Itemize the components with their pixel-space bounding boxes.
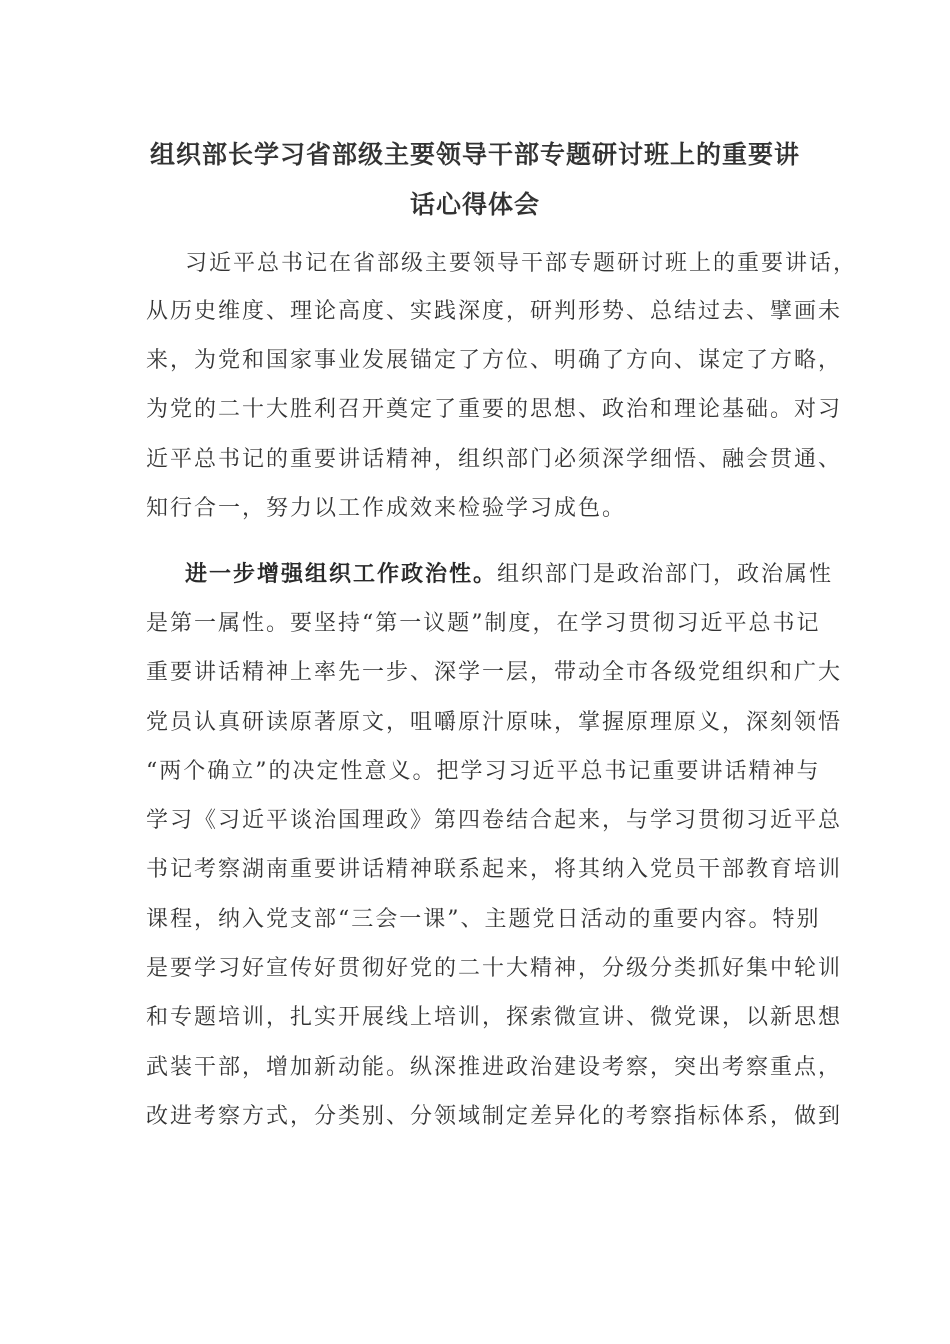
paragraph-1-line-4: 为党的二十大胜利召开奠定了重要的思想、政治和理论基础。对习 xyxy=(146,397,843,422)
paragraph-2-line-8: 课程，纳入党支部“三会一课”、主题党日活动的重要内容。特别 xyxy=(146,907,821,932)
paragraph-1-line-1: 习近平总书记在省部级主要领导干部专题研讨班上的重要讲话， xyxy=(185,251,858,276)
paragraph-1-line-6: 知行合一，努力以工作成效来检验学习成色。 xyxy=(146,496,627,521)
document-title-line-2: 话心得体会 xyxy=(409,190,540,219)
paragraph-2-line-6: 学习《习近平谈治国理政》第四卷结合起来，与学习贯彻习近平总 xyxy=(146,808,843,833)
paragraph-2-line-3: 重要讲话精神上率先一步、深学一层，带动全市各级党组织和广大 xyxy=(146,660,843,685)
paragraph-2-line-1 xyxy=(185,560,855,590)
paragraph-2-line-12: 改进考察方式，分类别、分领域制定差异化的考察指标体系，做到 xyxy=(146,1104,843,1129)
paragraph-2-lead-heading: 进一步增强组织工作政治性。 xyxy=(185,562,498,587)
paragraph-1-line-3: 来，为党和国家事业发展锚定了方位、明确了方向、谋定了方略， xyxy=(146,348,843,373)
paragraph-2-line-5: “两个确立”的决定性意义。把学习习近平总书记重要讲话精神与 xyxy=(146,759,821,784)
paragraph-1-line-2: 从历史维度、理论高度、实践深度，研判形势、总结过去、擘画未 xyxy=(146,299,843,324)
paragraph-2-line-7: 书记考察湖南重要讲话精神联系起来，将其纳入党员干部教育培训 xyxy=(146,857,843,882)
paragraph-2-line-9: 是要学习好宣传好贯彻好党的二十大精神，分级分类抓好集中轮训 xyxy=(146,956,843,981)
paragraph-2-line-2: 是第一属性。要坚持“第一议题”制度，在学习贯彻习近平总书记 xyxy=(146,611,821,636)
paragraph-2-line-10: 和专题培训，扎实开展线上培训，探索微宣讲、微党课，以新思想 xyxy=(146,1005,843,1030)
paragraph-2-line-11: 武装干部，增加新动能。纵深推进政治建设考察，突出考察重点， xyxy=(146,1055,843,1080)
paragraph-2-first-line-text: 组织部门是政治部门，政治属性 xyxy=(497,562,834,587)
paragraph-1-line-5: 近平总书记的重要讲话精神，组织部门必须深学细悟、融会贯通、 xyxy=(146,447,843,472)
document-title-line-1: 组织部长学习省部级主要领导干部专题研讨班上的重要讲 xyxy=(149,140,800,169)
paragraph-2-line-4: 党员认真研读原著原文，咀嚼原汁原味，掌握原理原义，深刻领悟 xyxy=(146,710,843,735)
